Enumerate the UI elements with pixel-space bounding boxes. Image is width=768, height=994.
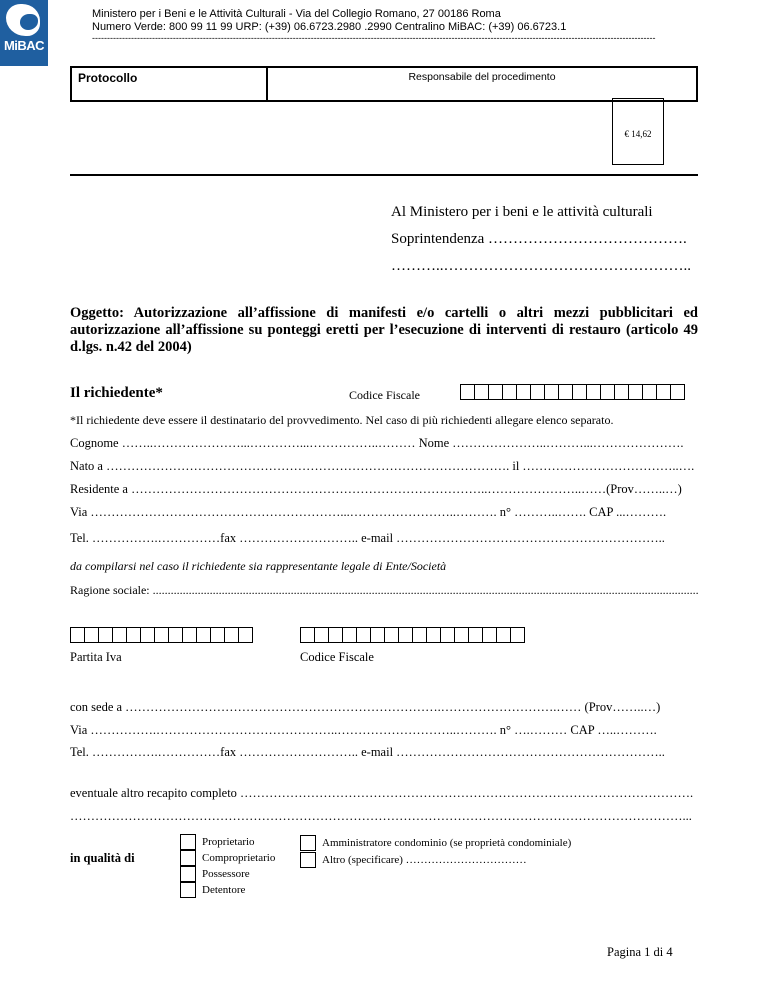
responsible-label: Responsabile del procedimento [408,71,556,83]
option-possessore[interactable]: Possessore [180,866,275,882]
other-contact-line-1[interactable]: eventuale altro recapito completo ………………………………………………………………………………………………. [70,786,694,800]
checkbox[interactable] [180,834,196,850]
birth-line[interactable]: Nato a ……………………………………………………………………………………. il ………………………………..…. [70,459,695,473]
vat-number-field[interactable] [70,627,252,643]
option-proprietario[interactable]: Proprietario [180,834,275,850]
legal-rep-note: da compilarsi nel caso il richiedente sia rappresentante legale di Ente/Società [70,559,447,573]
responsible-box [266,66,698,102]
logo-emblem [6,4,40,36]
recipient-line-2: Soprintendenza …………………………………. [391,231,687,247]
seat-line[interactable]: con sede a ………………………………………………………………….……………………….…… (Prov……..…) [70,700,661,714]
header-separator: -------------------------------------------------------------------------------------------------------------------------------------------------------------------------------------------- [92,33,656,43]
option-altro[interactable]: Altro (specificare) …………………………… [300,851,571,868]
recipient-line-1: Al Ministero per i beni e le attività culturali [391,204,653,220]
applicant-fiscal-code-label: Codice Fiscale [349,388,420,402]
protocol-box [70,66,268,102]
page-number: Pagina 1 di 4 [607,945,673,959]
checkbox[interactable] [180,866,196,882]
option-detentore[interactable]: Detentore [180,882,275,898]
revenue-stamp-box [612,98,664,165]
logo-text: MiBAC [3,38,45,53]
street-line[interactable]: Via ……………………………………………………...……………………..………. n° ………..……. CAP ...………. [70,505,667,519]
header-line-2: Numero Verde: 800 99 11 99 URP: (+39) 06.6723.2980 .2990 Centralino MiBAC: (+39) 06.6723.1 [92,21,567,33]
contacts-line[interactable]: Tel. …………….……………fax ……………………….. e-mail ……………………………………………………….. [70,531,665,545]
option-amministratore[interactable]: Amministratore condominio (se proprietà condominiale) [300,834,571,851]
horizontal-rule [70,174,698,176]
subject: Oggetto: Autorizzazione all’affissione di manifesti e/o cartelli o altri mezzi pubblicitari ed autorizzazione all’affissione su ponteggi eretti per l’esecuzione di interventi di restauro (articolo 49 d.lgs. n.42 del 2004) [70,305,698,355]
other-contact-line-2[interactable]: …………………………………………………………………………………………………………………………………... [70,809,692,823]
capacity-label: in qualità di [70,851,135,865]
vat-number-label: Partita Iva [70,650,122,664]
checkbox[interactable] [300,852,316,868]
protocol-label: Protocollo [78,71,138,85]
header-line-1: Ministero per i Beni e le Attività Culturali - Via del Collegio Romano, 27 00186 Roma [92,8,501,20]
checkbox[interactable] [180,882,196,898]
capacity-options-right [300,834,571,868]
checkbox[interactable] [300,835,316,851]
option-comproprietario[interactable]: Comproprietario [180,850,275,866]
surname-name-line[interactable]: Cognome ……..…………………...…………...……………..……… Nome …………………..………...…………………. [70,436,684,450]
mibac-logo [0,0,48,66]
applicant-fiscal-code-field[interactable] [460,384,684,400]
company-fiscal-code-field[interactable] [300,627,524,643]
applicant-note: *Il richiedente deve essere il destinatario del provvedimento. Nel caso di più richiedenti allegare elenco separato. [70,413,614,427]
residence-line[interactable]: Residente a …………………………………………………………………………..…………………..……(Prov……..…) [70,482,682,496]
legal-contacts-line[interactable]: Tel. …………….……………fax ……………………….. e-mail ……………………………………………………….. [70,745,665,759]
legal-street-line[interactable]: Via …………….……………………………………..………………………..………. n° ….……… CAP …..………. [70,723,657,737]
company-fiscal-code-label: Codice Fiscale [300,650,374,664]
stamp-amount: € 14,62 [624,129,652,139]
company-name-line[interactable]: Ragione sociale: ...................................................................................................................................................................................... [70,583,699,597]
capacity-options-left [180,834,275,898]
checkbox[interactable] [180,850,196,866]
applicant-title: Il richiedente* [70,385,163,401]
recipient-line-3: ………..………………………………………….. [391,258,691,274]
